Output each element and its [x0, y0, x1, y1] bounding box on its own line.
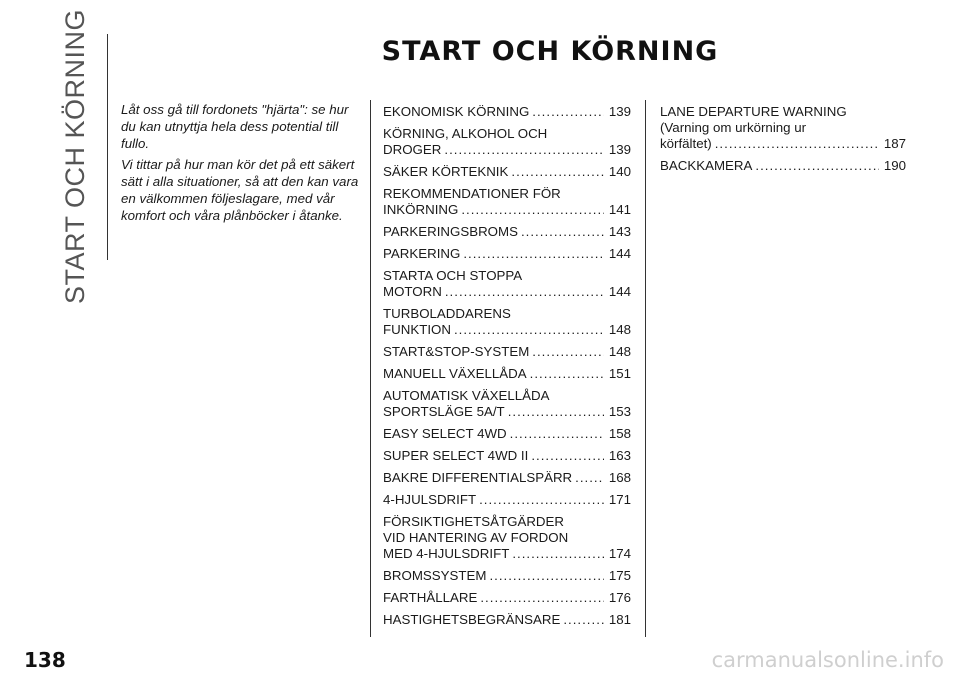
toc-entry-page: 141 [608, 202, 631, 217]
toc-entry-page: 148 [608, 322, 631, 337]
intro-text [121, 101, 361, 228]
toc-entry[interactable] [383, 186, 631, 218]
dot-leader [489, 568, 604, 584]
toc-entry[interactable] [383, 164, 631, 180]
toc-entry[interactable] [383, 126, 631, 158]
toc-entry[interactable] [383, 612, 631, 628]
dot-leader [445, 284, 604, 300]
toc-entry-title: REKOMMENDATIONER FÖR [383, 186, 561, 201]
toc-entry-page: 144 [608, 284, 631, 299]
toc-entry-page: 143 [608, 224, 631, 239]
dot-leader [463, 246, 604, 262]
toc-entry-title: START&STOP-SYSTEM [383, 344, 530, 359]
toc-entry-page: 163 [608, 448, 631, 463]
toc-entry-title: STARTA OCH STOPPA [383, 268, 523, 283]
toc-entry-title: BROMSSYSTEM [383, 568, 487, 583]
toc-entry-page: 140 [608, 164, 631, 179]
toc-entry[interactable] [383, 590, 631, 606]
toc-entry-title: TURBOLADDARENS [383, 306, 511, 321]
intro-paragraph: Låt oss gå till fordonets "hjärta": se hur du kan utnyttja hela dess potential till fullo. [121, 102, 349, 151]
toc-entry-title: MOTORN [383, 284, 442, 299]
page-title: START OCH KÖRNING [381, 36, 719, 67]
toc-entry[interactable] [383, 306, 631, 338]
toc-entry-page: 139 [608, 142, 631, 157]
toc-entry-page: 168 [608, 470, 631, 485]
toc-column-2 [660, 104, 906, 180]
toc-entry-title: FÖRSIKTIGHETSÅTGÄRDER [383, 514, 565, 529]
toc-entry-title: körfältet) [660, 136, 712, 151]
toc-entry-page: 151 [608, 366, 631, 381]
toc-entry[interactable] [383, 344, 631, 360]
dot-leader [480, 590, 604, 606]
dot-leader [530, 366, 604, 382]
dot-leader [511, 164, 604, 180]
toc-entry-page: 148 [608, 344, 631, 359]
dot-leader [512, 546, 604, 562]
toc-entry-title: BACKKAMERA [660, 158, 753, 173]
toc-entry-page: 171 [608, 492, 631, 507]
watermark: carmanualsonline.info [711, 648, 944, 672]
toc-entry[interactable] [383, 268, 631, 300]
toc-entry-title: HASTIGHETSBEGRÄNSARE [383, 612, 561, 627]
dot-leader [531, 448, 604, 464]
toc-entry-title: AUTOMATISK VÄXELLÅDA [383, 388, 550, 403]
side-divider [107, 34, 108, 260]
toc-entry-page: 181 [608, 612, 631, 627]
toc-entry-page: 158 [608, 426, 631, 441]
toc-entry-page: 144 [608, 246, 631, 261]
toc-entry-title: 4-HJULSDRIFT [383, 492, 477, 507]
dot-leader [532, 104, 604, 120]
dot-leader [715, 136, 879, 152]
side-section-title [56, 8, 96, 304]
toc-entry-title: VID HANTERING AV FORDON [383, 530, 569, 545]
toc-entry[interactable] [383, 366, 631, 382]
column-divider [645, 100, 646, 637]
toc-entry-page: 139 [608, 104, 631, 119]
toc-entry[interactable] [383, 492, 631, 508]
toc-entry[interactable] [383, 470, 631, 486]
column-divider [370, 100, 371, 637]
toc-entry[interactable] [660, 158, 906, 174]
dot-leader [454, 322, 604, 338]
toc-entry-page: 187 [883, 136, 906, 151]
dot-leader [521, 224, 604, 240]
toc-entry[interactable] [383, 246, 631, 262]
dot-leader [461, 202, 604, 218]
toc-entry-page: 190 [883, 158, 906, 173]
toc-entry-page: 175 [608, 568, 631, 583]
dot-leader [479, 492, 604, 508]
toc-entry-page: 153 [608, 404, 631, 419]
toc-entry-title: BAKRE DIFFERENTIALSPÄRR [383, 470, 573, 485]
toc-entry[interactable] [383, 104, 631, 120]
toc-entry-title: INKÖRNING [383, 202, 459, 217]
page-number: 138 [24, 648, 66, 672]
toc-entry-title: SPORTSLÄGE 5A/T [383, 404, 505, 419]
toc-entry[interactable] [383, 388, 631, 420]
dot-leader [508, 404, 604, 420]
dot-leader [755, 158, 879, 174]
toc-entry[interactable] [383, 426, 631, 442]
dot-leader [563, 612, 604, 628]
toc-entry-title: (Varning om urkörning ur [660, 120, 807, 135]
toc-entry[interactable] [383, 514, 631, 562]
toc-entry-title: SÄKER KÖRTEKNIK [383, 164, 509, 179]
toc-entry-title: EKONOMISK KÖRNING [383, 104, 530, 119]
toc-entry-page: 176 [608, 590, 631, 605]
toc-entry[interactable] [383, 448, 631, 464]
toc-entry[interactable] [660, 104, 906, 152]
toc-entry-title: FUNKTION [383, 322, 451, 337]
toc-entry-title: MANUELL VÄXELLÅDA [383, 366, 527, 381]
toc-entry-title: PARKERINGSBROMS [383, 224, 518, 239]
toc-entry-title: EASY SELECT 4WD [383, 426, 507, 441]
toc-entry-page: 174 [608, 546, 631, 561]
toc-entry[interactable] [383, 224, 631, 240]
dot-leader [575, 470, 604, 486]
toc-column-1 [383, 104, 631, 634]
dot-leader [532, 344, 604, 360]
toc-entry-title: KÖRNING, ALKOHOL OCH [383, 126, 548, 141]
toc-entry-title: SUPER SELECT 4WD II [383, 448, 529, 463]
dot-leader [444, 142, 604, 158]
toc-entry-title: LANE DEPARTURE WARNING [660, 104, 847, 119]
side-section-title-text: START OCH KÖRNING [60, 8, 91, 304]
toc-entry-title: PARKERING [383, 246, 461, 261]
toc-entry-title: FARTHÅLLARE [383, 590, 478, 605]
toc-entry-title: DROGER [383, 142, 442, 157]
toc-entry-title: MED 4-HJULSDRIFT [383, 546, 510, 561]
dot-leader [510, 426, 604, 442]
toc-entry[interactable] [383, 568, 631, 584]
intro-paragraph: Vi tittar på hur man kör det på ett säkert sätt i alla situationer, så att den kan vara en välkommen följeslagare, med vår komfort och våra plånböcker i åtanke. [121, 157, 359, 223]
